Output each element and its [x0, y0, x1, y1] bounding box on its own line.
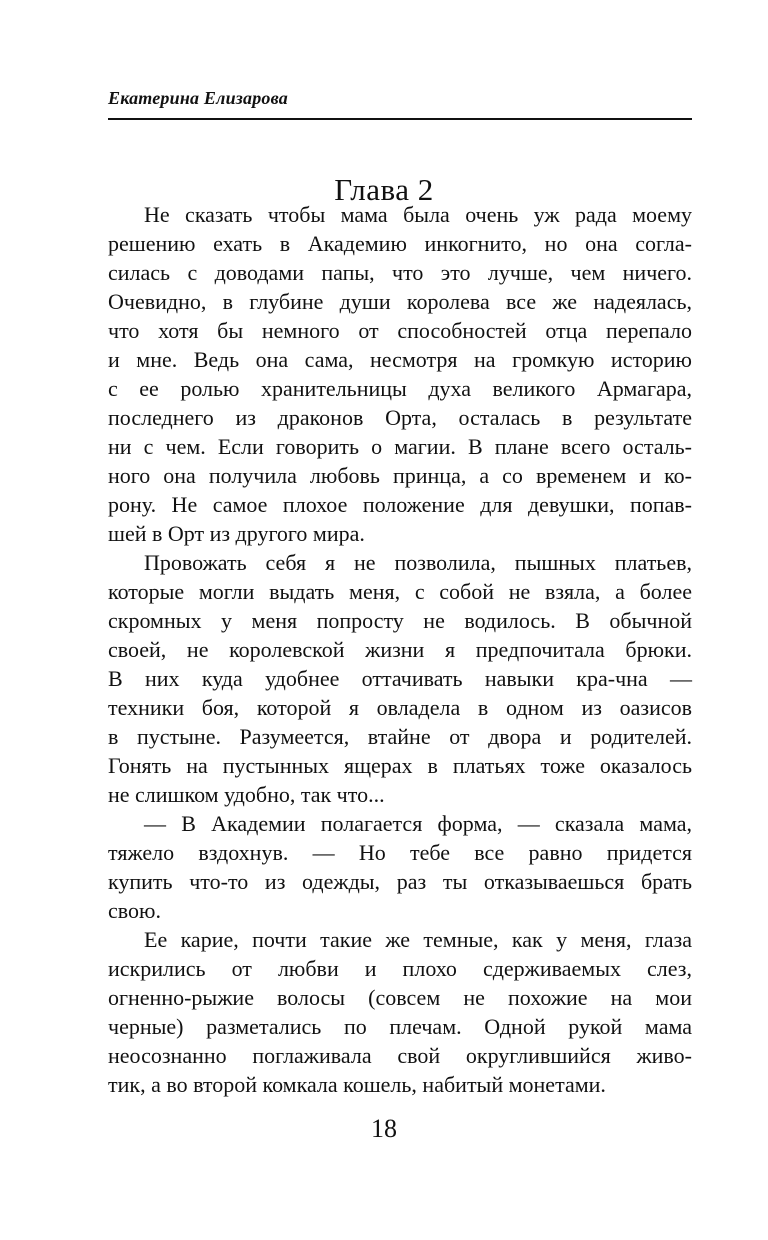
text-line: свою. [108, 898, 161, 923]
text-line: не слишком удобно, так что... [108, 782, 385, 807]
text-line: купить что-то из одежды, раз ты отказываешься брать [108, 869, 692, 894]
text-line: скромных у меня попросту не водилось. В обычной [108, 608, 692, 633]
header-rule [108, 118, 692, 120]
text-line: искрились от любви и плохо сдерживаемых слез, [108, 956, 692, 981]
text-line: Провожать себя я не позволила, пышных платьев, [144, 550, 692, 575]
text-line: рону. Не самое плохое положение для девушки, попав- [108, 492, 692, 517]
paragraph [108, 809, 692, 925]
body-text [108, 200, 692, 1099]
paragraph [108, 200, 692, 548]
text-line: в пустыне. Разумеется, втайне от двора и родителей. [108, 724, 692, 749]
text-line: неосознанно поглаживала свой округлившийся живо- [108, 1043, 692, 1068]
text-line: что хотя бы немного от способностей отца перепало [108, 318, 692, 343]
paragraph [108, 548, 692, 809]
text-line: с ее ролью хранительницы духа великого Армагара, [108, 376, 692, 401]
page-number: 18 [371, 1114, 397, 1143]
text-line: тяжело вздохнув. — Но тебе все равно придется [108, 840, 692, 865]
text-line: Гонять на пустынных ящерах в платьях тоже оказалось [108, 753, 692, 778]
text-line: и мне. Ведь она сама, несмотря на громкую историю [108, 347, 692, 372]
text-line: В них куда удобнее оттачивать навыки кра-чна — [108, 666, 692, 691]
text-line: последнего из драконов Орта, осталась в результате [108, 405, 692, 430]
text-line: своей, не королевской жизни я предпочитала брюки. [108, 637, 692, 662]
text-line: огненно-рыжие волосы (совсем не похожие на мои [108, 985, 692, 1010]
text-line: техники боя, которой я овладела в одном из оазисов [108, 695, 692, 720]
text-line: которые могли выдать меня, с собой не взяла, а более [108, 579, 692, 604]
paragraph [108, 925, 692, 1099]
text-line: Ее карие, почти такие же темные, как у меня, глаза [144, 927, 692, 952]
text-line: черные) разметались по плечам. Одной рукой мама [108, 1014, 692, 1039]
running-head-author: Екатерина Елизарова [108, 88, 288, 108]
text-line: решению ехать в Академию инкогнито, но она согла- [108, 231, 692, 256]
chapter-title: Глава 2 [334, 171, 434, 207]
text-line: силась с доводами папы, что это лучше, чем ничего. [108, 260, 692, 285]
text-line: Не сказать чтобы мама была очень уж рада моему [144, 202, 692, 227]
text-line: Очевидно, в глубине души королева все же надеялась, [108, 289, 692, 314]
text-line: шей в Орт из другого мира. [108, 521, 365, 546]
text-line: ного она получила любовь принца, а со временем и ко- [108, 463, 692, 488]
text-line: тик, а во второй комкала кошель, набитый монетами. [108, 1072, 606, 1097]
text-line: ни с чем. Если говорить о магии. В плане всего осталь- [108, 434, 692, 459]
text-line: — В Академии полагается форма, — сказала мама, [144, 811, 692, 836]
